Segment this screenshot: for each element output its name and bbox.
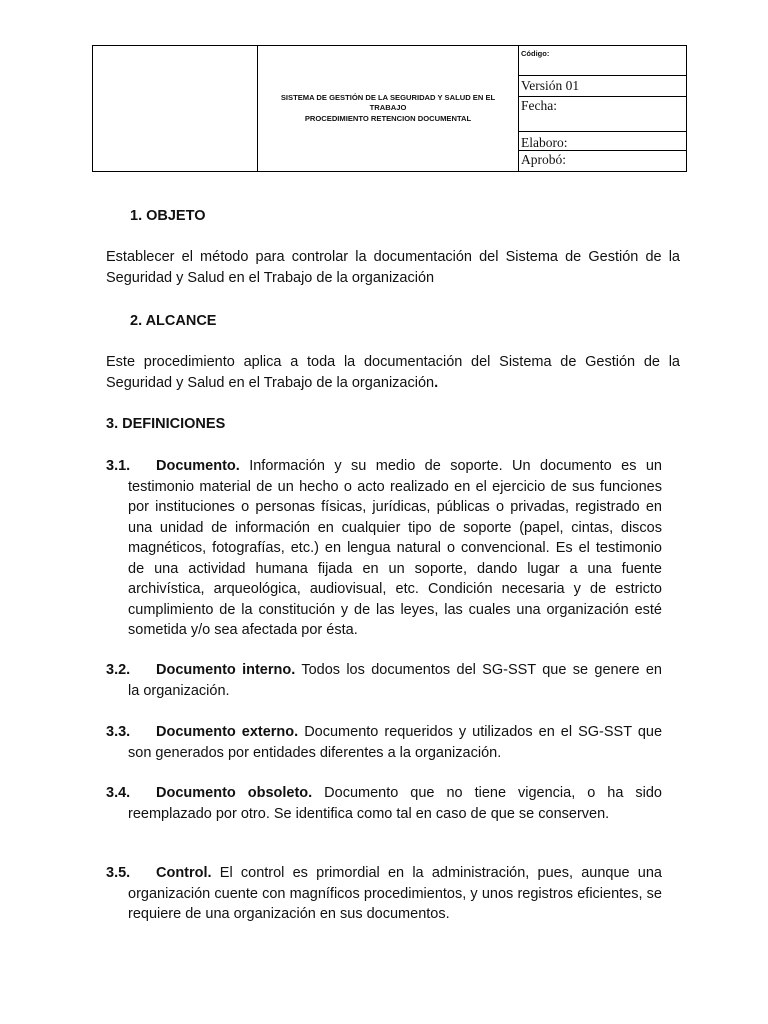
definition-number: 3.5. (106, 865, 131, 881)
header-title-line: SISTEMA DE GESTIÓN DE LA SEGURIDAD Y SALUD EN EL (280, 92, 496, 102)
definition-item (106, 456, 662, 641)
definition-term: Documento interno. (156, 662, 296, 678)
logo-cell (93, 46, 258, 171)
definition-continuation: son generados por entidades diferentes a la organización. (128, 744, 502, 761)
fecha-field: Fecha: (519, 97, 686, 132)
objeto-text: Establecer el método para controlar la documentación del Sistema de Gestión de la Seguridad y Salud en el Trabajo de la organización (106, 249, 680, 286)
header-meta (519, 46, 686, 171)
definition-text: Documento que no tiene vigencia, o ha sido (312, 785, 662, 801)
aprobo-field: Aprobó: (521, 152, 566, 167)
definition-continuation: la organización. (128, 682, 230, 699)
definition-text: Información y su medio de soporte. Un documento es un (239, 458, 662, 474)
definition-text: Documento requeridos y utilizados en el SG-SST que (298, 724, 663, 740)
alcance-text (106, 352, 680, 393)
definition-term: Documento externo. (156, 724, 299, 740)
definition-item (106, 783, 662, 824)
document-header-table (92, 45, 687, 172)
header-title (258, 46, 519, 171)
version-field: Versión 01 (519, 76, 686, 97)
definition-text: Todos los documentos del SG-SST que se genere en (295, 662, 662, 678)
section-heading-alcance: 2. ALCANCE (130, 313, 217, 329)
elaboro-field: Elaboro: (519, 132, 686, 151)
codigo-field: Código: (519, 46, 686, 76)
section-heading-definiciones: 3. DEFINICIONES (106, 416, 226, 432)
section-heading-objeto: 1. OBJETO (130, 208, 206, 224)
definition-number: 3.4. (106, 785, 131, 801)
header-title-line: PROCEDIMIENTO RETENCION DOCUMENTAL (304, 113, 472, 123)
definition-number: 3.3. (106, 724, 131, 740)
definition-continuation: reemplazado por otro. Se identifica como tal en caso de que se conserven. (128, 805, 610, 822)
definition-item (106, 660, 662, 701)
alcance-text-end: . (434, 374, 439, 391)
definition-term: Documento. (156, 458, 240, 474)
definition-number: 3.1. (106, 458, 131, 474)
definition-term: Control. (156, 865, 212, 881)
header-title-line: TRABAJO (369, 103, 407, 113)
definition-continuation: organización cuente con magníficos procedimientos, y unos registros eficientes, se requiere de una organización en sus documentos. (128, 885, 662, 922)
definition-text: El control es primordial en la administración, pues, aunque una (211, 865, 662, 881)
definition-item (106, 722, 662, 763)
definition-continuation: testimonio material de un hecho o acto realizado en el ejercicio de sus funciones por instituciones o personas físicas, jurídicas, públicas o privadas, registrado en una unidad de información en cualquier tipo de soporte (papel, cintas, discos magnéticos, fotografías, etc.) en lengua natural o convencional. Es el testimonio de una actividad humana fijada en un soporte, dando lugar a una fuente archivística, arqueológica, audiovisual, etc. Condición necesaria y de estricto cumplimiento de la constitución y de las leyes, las cuales una organización esté sometida y/o sea afectada por ésta. (128, 478, 662, 638)
definition-item (106, 863, 662, 925)
definition-term: Documento obsoleto. (156, 785, 313, 801)
alcance-text-body: Este procedimiento aplica a toda la documentación del Sistema de Gestión de la Seguridad y Salud en el Trabajo de la organización (106, 354, 680, 391)
definition-number: 3.2. (106, 662, 131, 678)
